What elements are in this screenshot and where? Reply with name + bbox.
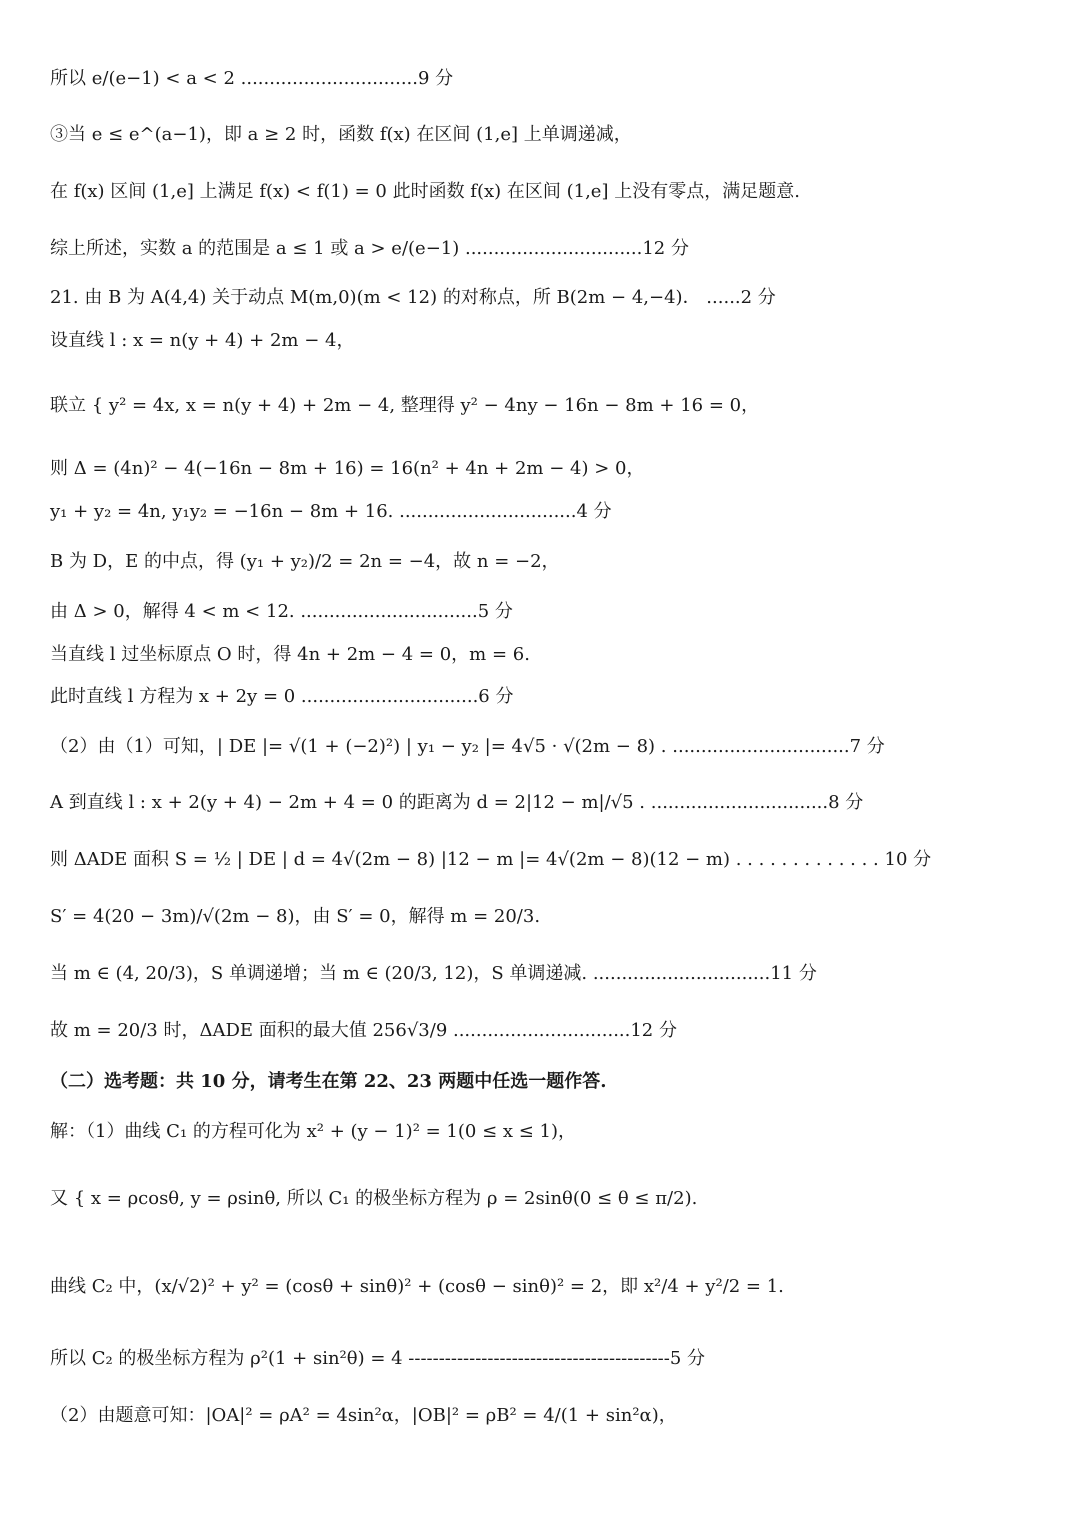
text-line: 设直线 l : x = n(y + 4) + 2m − 4， [50, 330, 355, 351]
text-line: 综上所述，实数 a 的范围是 a ≤ 1 或 a > e/(e−1) ...............................12 分 [50, 238, 689, 259]
text-line: 当 m ∈ (4, 20/3)，S 单调递增；当 m ∈ (20/3, 12)，S 单调递减. ...............................11 分 [50, 963, 817, 984]
text-line: 所以 C₂ 的极坐标方程为 ρ²(1 + sin²θ) = 4 -------------------------------------------5 分 [50, 1348, 706, 1369]
text-line: （2）由（1）可知，| DE |= √(1 + (−2)²) | y₁ − y₂ |= 4√5 · √(2m − 8) . ...............................7 分 [50, 736, 885, 757]
text-line: 则 Δ = (4n)² − 4(−16n − 8m + 16) = 16(n² + 4n + 2m − 4) > 0， [50, 458, 645, 479]
text-line: 曲线 C₂ 中，(x/√2)² + y² = (cosθ + sinθ)² + (cosθ − sinθ)² = 2，即 x²/4 + y²/2 = 1. [50, 1276, 784, 1297]
text-line: ③当 e ≤ e^(a−1)，即 a ≥ 2 时，函数 f(x) 在区间 (1,e] 上单调递减， [50, 124, 632, 145]
text-line: 21. 由 B 为 A(4,4) 关于动点 M(m,0)(m < 12) 的对称点，所 B(2m − 4,−4)． ......2 分 [50, 287, 776, 308]
text-line: 所以 e/(e−1) < a < 2 ...............................9 分 [50, 68, 454, 89]
text-line: 联立 { y² = 4x, x = n(y + 4) + 2m − 4, 整理得 y² − 4ny − 16n − 8m + 16 = 0， [50, 395, 760, 416]
text-line: S′ = 4(20 − 3m)/√(2m − 8)，由 S′ = 0，解得 m = 20/3. [50, 906, 541, 927]
text-line: A 到直线 l : x + 2(y + 4) − 2m + 4 = 0 的距离为 d = 2|12 − m|/√5 . ...............................8 分 [50, 792, 864, 813]
text-line: 故 m = 20/3 时，ΔADE 面积的最大值 256√3/9 ...............................12 分 [50, 1020, 677, 1041]
text-line: 则 ΔADE 面积 S = ½ | DE | d = 4√(2m − 8) |12 − m |= 4√(2m − 8)(12 − m) . . . . . . . . . . . . . 10 分 [50, 849, 932, 870]
text-line: 由 Δ > 0，解得 4 < m < 12. ...............................5 分 [50, 601, 513, 622]
text-line: （2）由题意可知：|OA|² = ρA² = 4sin²α，|OB|² = ρB² = 4/(1 + sin²α)， [50, 1405, 677, 1426]
text-line: 在 f(x) 区间 (1,e] 上满足 f(x) < f(1) = 0 此时函数 f(x) 在区间 (1,e] 上没有零点，满足题意. [50, 181, 800, 202]
section-heading: （二）选考题：共 10 分，请考生在第 22、23 两题中任选一题作答. [50, 1071, 607, 1092]
text-line: 此时直线 l 方程为 x + 2y = 0 ...............................6 分 [50, 686, 514, 707]
text-line: 当直线 l 过坐标原点 O 时，得 4n + 2m − 4 = 0，m = 6. [50, 644, 530, 665]
text-line: y₁ + y₂ = 4n, y₁y₂ = −16n − 8m + 16. ...............................4 分 [50, 501, 612, 522]
text-line: B 为 D，E 的中点，得 (y₁ + y₂)/2 = 2n = −4，故 n = −2， [50, 551, 560, 572]
text-line: 又 { x = ρcosθ, y = ρsinθ, 所以 C₁ 的极坐标方程为 ρ = 2sinθ(0 ≤ θ ≤ π/2). [50, 1188, 698, 1209]
text-line: 解：（1）曲线 C₁ 的方程可化为 x² + (y − 1)² = 1(0 ≤ x ≤ 1)， [50, 1121, 577, 1142]
